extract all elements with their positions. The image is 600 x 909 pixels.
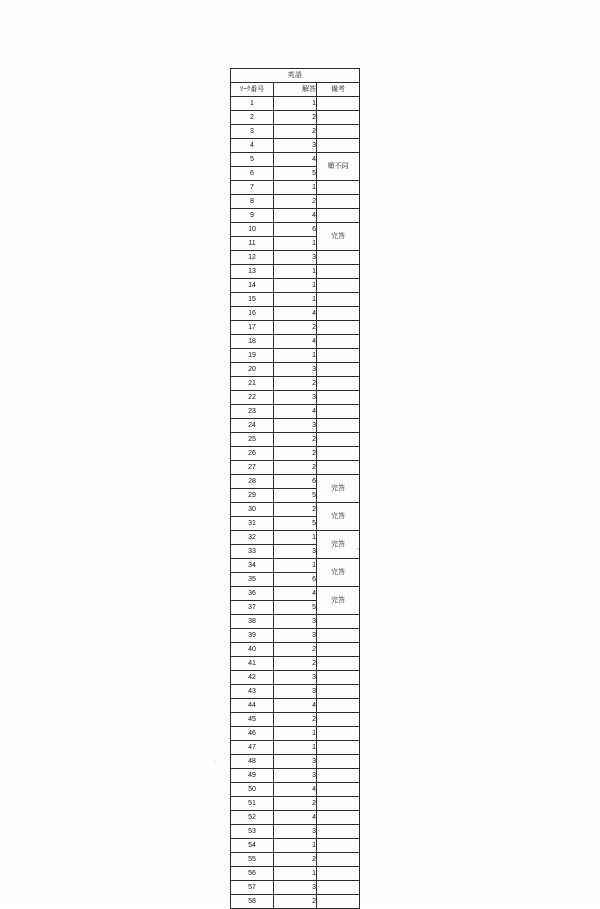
cell-mark-number: 18 bbox=[231, 335, 274, 349]
cell-answer: 1 bbox=[274, 867, 317, 881]
cell-note bbox=[317, 811, 360, 825]
cell-answer: 2 bbox=[274, 111, 317, 125]
cell-answer: 2 bbox=[274, 853, 317, 867]
table-row bbox=[231, 783, 360, 797]
table-row bbox=[231, 853, 360, 867]
answer-table-container bbox=[230, 68, 360, 909]
cell-mark-number: 31 bbox=[231, 517, 274, 531]
cell-mark-number: 20 bbox=[231, 363, 274, 377]
table-row bbox=[231, 265, 360, 279]
cell-note bbox=[317, 657, 360, 671]
cell-note bbox=[317, 839, 360, 853]
cell-answer: 3 bbox=[274, 629, 317, 643]
cell-mark-number: 45 bbox=[231, 713, 274, 727]
cell-note bbox=[317, 97, 360, 111]
cell-mark-number: 33 bbox=[231, 545, 274, 559]
cell-note bbox=[317, 629, 360, 643]
cell-note bbox=[317, 671, 360, 685]
table-row bbox=[231, 797, 360, 811]
cell-mark-number: 12 bbox=[231, 251, 274, 265]
cell-mark-number: 26 bbox=[231, 447, 274, 461]
cell-note bbox=[317, 895, 360, 909]
cell-mark-number: 35 bbox=[231, 573, 274, 587]
table-row bbox=[231, 615, 360, 629]
cell-note bbox=[317, 699, 360, 713]
cell-answer: 2 bbox=[274, 797, 317, 811]
cell-mark-number: 39 bbox=[231, 629, 274, 643]
cell-answer: 3 bbox=[274, 545, 317, 559]
cell-answer: 2 bbox=[274, 713, 317, 727]
cell-answer: 2 bbox=[274, 657, 317, 671]
cell-mark-number: 48 bbox=[231, 755, 274, 769]
cell-answer: 6 bbox=[274, 223, 317, 237]
cell-mark-number: 36 bbox=[231, 587, 274, 601]
table-row bbox=[231, 153, 360, 167]
cell-mark-number: 44 bbox=[231, 699, 274, 713]
cell-answer: 3 bbox=[274, 755, 317, 769]
table-row bbox=[231, 587, 360, 601]
table-row bbox=[231, 839, 360, 853]
cell-answer: 2 bbox=[274, 447, 317, 461]
cell-note bbox=[317, 783, 360, 797]
cell-mark-number: 13 bbox=[231, 265, 274, 279]
cell-answer: 4 bbox=[274, 209, 317, 223]
subject-title: 英語 bbox=[231, 69, 360, 83]
cell-answer: 3 bbox=[274, 769, 317, 783]
table-row bbox=[231, 755, 360, 769]
scan-speck bbox=[357, 548, 359, 550]
table-row bbox=[231, 111, 360, 125]
table-row bbox=[231, 881, 360, 895]
table-row bbox=[231, 363, 360, 377]
cell-note bbox=[317, 769, 360, 783]
cell-answer: 6 bbox=[274, 475, 317, 489]
cell-answer: 1 bbox=[274, 97, 317, 111]
table-row bbox=[231, 125, 360, 139]
cell-answer: 3 bbox=[274, 391, 317, 405]
cell-note bbox=[317, 209, 360, 223]
cell-answer: 5 bbox=[274, 489, 317, 503]
cell-note: 完答 bbox=[317, 559, 360, 587]
table-row bbox=[231, 139, 360, 153]
cell-note bbox=[317, 377, 360, 391]
cell-mark-number: 43 bbox=[231, 685, 274, 699]
cell-answer: 1 bbox=[274, 349, 317, 363]
table-row bbox=[231, 867, 360, 881]
cell-mark-number: 41 bbox=[231, 657, 274, 671]
table-row bbox=[231, 629, 360, 643]
cell-mark-number: 17 bbox=[231, 321, 274, 335]
cell-answer: 1 bbox=[274, 839, 317, 853]
cell-answer: 4 bbox=[274, 699, 317, 713]
table-row bbox=[231, 461, 360, 475]
cell-mark-number: 16 bbox=[231, 307, 274, 321]
cell-answer: 6 bbox=[274, 573, 317, 587]
cell-answer: 2 bbox=[274, 377, 317, 391]
cell-note bbox=[317, 685, 360, 699]
cell-note bbox=[317, 741, 360, 755]
table-row bbox=[231, 307, 360, 321]
cell-note bbox=[317, 713, 360, 727]
cell-mark-number: 30 bbox=[231, 503, 274, 517]
cell-note bbox=[317, 881, 360, 895]
cell-mark-number: 50 bbox=[231, 783, 274, 797]
cell-answer: 1 bbox=[274, 531, 317, 545]
cell-answer: 2 bbox=[274, 125, 317, 139]
cell-mark-number: 52 bbox=[231, 811, 274, 825]
cell-mark-number: 40 bbox=[231, 643, 274, 657]
table-row bbox=[231, 181, 360, 195]
cell-note: 順不同 bbox=[317, 153, 360, 181]
cell-answer: 2 bbox=[274, 643, 317, 657]
cell-mark-number: 14 bbox=[231, 279, 274, 293]
table-row bbox=[231, 895, 360, 909]
cell-note bbox=[317, 853, 360, 867]
cell-mark-number: 22 bbox=[231, 391, 274, 405]
cell-mark-number: 34 bbox=[231, 559, 274, 573]
cell-note bbox=[317, 265, 360, 279]
cell-note bbox=[317, 321, 360, 335]
cell-note bbox=[317, 139, 360, 153]
cell-answer: 2 bbox=[274, 461, 317, 475]
table-row bbox=[231, 97, 360, 111]
cell-mark-number: 37 bbox=[231, 601, 274, 615]
cell-mark-number: 21 bbox=[231, 377, 274, 391]
cell-answer: 4 bbox=[274, 811, 317, 825]
cell-mark-number: 42 bbox=[231, 671, 274, 685]
cell-mark-number: 53 bbox=[231, 825, 274, 839]
cell-answer: 2 bbox=[274, 433, 317, 447]
table-row bbox=[231, 391, 360, 405]
cell-answer: 3 bbox=[274, 685, 317, 699]
cell-note bbox=[317, 643, 360, 657]
cell-answer: 1 bbox=[274, 265, 317, 279]
cell-answer: 3 bbox=[274, 825, 317, 839]
cell-note bbox=[317, 363, 360, 377]
cell-mark-number: 10 bbox=[231, 223, 274, 237]
cell-mark-number: 27 bbox=[231, 461, 274, 475]
table-row bbox=[231, 769, 360, 783]
table-row bbox=[231, 531, 360, 545]
table-row bbox=[231, 713, 360, 727]
cell-note: 完答 bbox=[317, 503, 360, 531]
table-header bbox=[231, 69, 360, 97]
cell-answer: 1 bbox=[274, 279, 317, 293]
table-row bbox=[231, 671, 360, 685]
table-row bbox=[231, 335, 360, 349]
table-row bbox=[231, 685, 360, 699]
cell-answer: 1 bbox=[274, 741, 317, 755]
table-row bbox=[231, 209, 360, 223]
cell-note bbox=[317, 461, 360, 475]
cell-note bbox=[317, 307, 360, 321]
cell-answer: 5 bbox=[274, 517, 317, 531]
table-row bbox=[231, 475, 360, 489]
cell-mark-number: 55 bbox=[231, 853, 274, 867]
cell-mark-number: 56 bbox=[231, 867, 274, 881]
cell-mark-number: 23 bbox=[231, 405, 274, 419]
cell-answer: 1 bbox=[274, 559, 317, 573]
table-row bbox=[231, 727, 360, 741]
cell-note bbox=[317, 349, 360, 363]
cell-answer: 2 bbox=[274, 503, 317, 517]
cell-note bbox=[317, 447, 360, 461]
cell-note bbox=[317, 433, 360, 447]
column-header-row bbox=[231, 83, 360, 97]
table-row bbox=[231, 349, 360, 363]
cell-answer: 3 bbox=[274, 139, 317, 153]
cell-note bbox=[317, 867, 360, 881]
column-header-note: 備考 bbox=[317, 83, 360, 97]
cell-note bbox=[317, 727, 360, 741]
cell-answer: 5 bbox=[274, 167, 317, 181]
cell-answer: 3 bbox=[274, 615, 317, 629]
cell-mark-number: 8 bbox=[231, 195, 274, 209]
cell-mark-number: 51 bbox=[231, 797, 274, 811]
table-row bbox=[231, 811, 360, 825]
cell-answer: 1 bbox=[274, 237, 317, 251]
table-body bbox=[231, 97, 360, 909]
cell-answer: 3 bbox=[274, 671, 317, 685]
cell-answer: 1 bbox=[274, 727, 317, 741]
cell-answer: 1 bbox=[274, 293, 317, 307]
cell-note: 完答 bbox=[317, 475, 360, 503]
table-row bbox=[231, 433, 360, 447]
cell-note bbox=[317, 755, 360, 769]
column-header-answer: 解答 bbox=[274, 83, 317, 97]
cell-mark-number: 19 bbox=[231, 349, 274, 363]
cell-answer: 1 bbox=[274, 181, 317, 195]
cell-answer: 3 bbox=[274, 363, 317, 377]
cell-mark-number: 28 bbox=[231, 475, 274, 489]
table-row bbox=[231, 195, 360, 209]
table-row bbox=[231, 503, 360, 517]
cell-mark-number: 9 bbox=[231, 209, 274, 223]
cell-mark-number: 32 bbox=[231, 531, 274, 545]
cell-answer: 2 bbox=[274, 195, 317, 209]
cell-mark-number: 4 bbox=[231, 139, 274, 153]
cell-note bbox=[317, 181, 360, 195]
cell-mark-number: 1 bbox=[231, 97, 274, 111]
cell-note bbox=[317, 251, 360, 265]
cell-note bbox=[317, 825, 360, 839]
cell-note bbox=[317, 195, 360, 209]
cell-note: 完答 bbox=[317, 531, 360, 559]
column-header-number: ﾏｰｸ番号 bbox=[231, 83, 274, 97]
cell-mark-number: 49 bbox=[231, 769, 274, 783]
cell-mark-number: 3 bbox=[231, 125, 274, 139]
title-row bbox=[231, 69, 360, 83]
cell-mark-number: 38 bbox=[231, 615, 274, 629]
cell-note bbox=[317, 615, 360, 629]
cell-mark-number: 11 bbox=[231, 237, 274, 251]
cell-mark-number: 6 bbox=[231, 167, 274, 181]
cell-note bbox=[317, 279, 360, 293]
table-row bbox=[231, 699, 360, 713]
cell-mark-number: 58 bbox=[231, 895, 274, 909]
table-row bbox=[231, 419, 360, 433]
cell-note: 完答 bbox=[317, 223, 360, 251]
table-row bbox=[231, 293, 360, 307]
cell-answer: 3 bbox=[274, 251, 317, 265]
table-row bbox=[231, 321, 360, 335]
cell-mark-number: 54 bbox=[231, 839, 274, 853]
table-row bbox=[231, 741, 360, 755]
table-row bbox=[231, 447, 360, 461]
cell-answer: 4 bbox=[274, 153, 317, 167]
cell-mark-number: 24 bbox=[231, 419, 274, 433]
table-row bbox=[231, 251, 360, 265]
cell-mark-number: 7 bbox=[231, 181, 274, 195]
cell-note bbox=[317, 391, 360, 405]
cell-mark-number: 25 bbox=[231, 433, 274, 447]
cell-note bbox=[317, 293, 360, 307]
cell-answer: 3 bbox=[274, 419, 317, 433]
cell-mark-number: 29 bbox=[231, 489, 274, 503]
cell-note bbox=[317, 405, 360, 419]
cell-mark-number: 47 bbox=[231, 741, 274, 755]
cell-mark-number: 5 bbox=[231, 153, 274, 167]
cell-note: 完答 bbox=[317, 587, 360, 615]
cell-note bbox=[317, 335, 360, 349]
cell-answer: 4 bbox=[274, 307, 317, 321]
cell-note bbox=[317, 419, 360, 433]
table-row bbox=[231, 405, 360, 419]
table-row bbox=[231, 643, 360, 657]
cell-note bbox=[317, 111, 360, 125]
table-row bbox=[231, 223, 360, 237]
answer-key-table bbox=[230, 68, 360, 909]
cell-mark-number: 2 bbox=[231, 111, 274, 125]
cell-answer: 4 bbox=[274, 587, 317, 601]
cell-mark-number: 57 bbox=[231, 881, 274, 895]
table-row bbox=[231, 825, 360, 839]
cell-mark-number: 15 bbox=[231, 293, 274, 307]
table-row bbox=[231, 377, 360, 391]
cell-note bbox=[317, 125, 360, 139]
cell-answer: 4 bbox=[274, 335, 317, 349]
table-row bbox=[231, 559, 360, 573]
cell-answer: 4 bbox=[274, 405, 317, 419]
table-row bbox=[231, 279, 360, 293]
cell-answer: 5 bbox=[274, 601, 317, 615]
cell-answer: 3 bbox=[274, 881, 317, 895]
table-row bbox=[231, 657, 360, 671]
scan-speck bbox=[214, 760, 215, 763]
cell-mark-number: 46 bbox=[231, 727, 274, 741]
cell-answer: 4 bbox=[274, 783, 317, 797]
cell-answer: 2 bbox=[274, 321, 317, 335]
cell-note bbox=[317, 797, 360, 811]
cell-answer: 2 bbox=[274, 895, 317, 909]
